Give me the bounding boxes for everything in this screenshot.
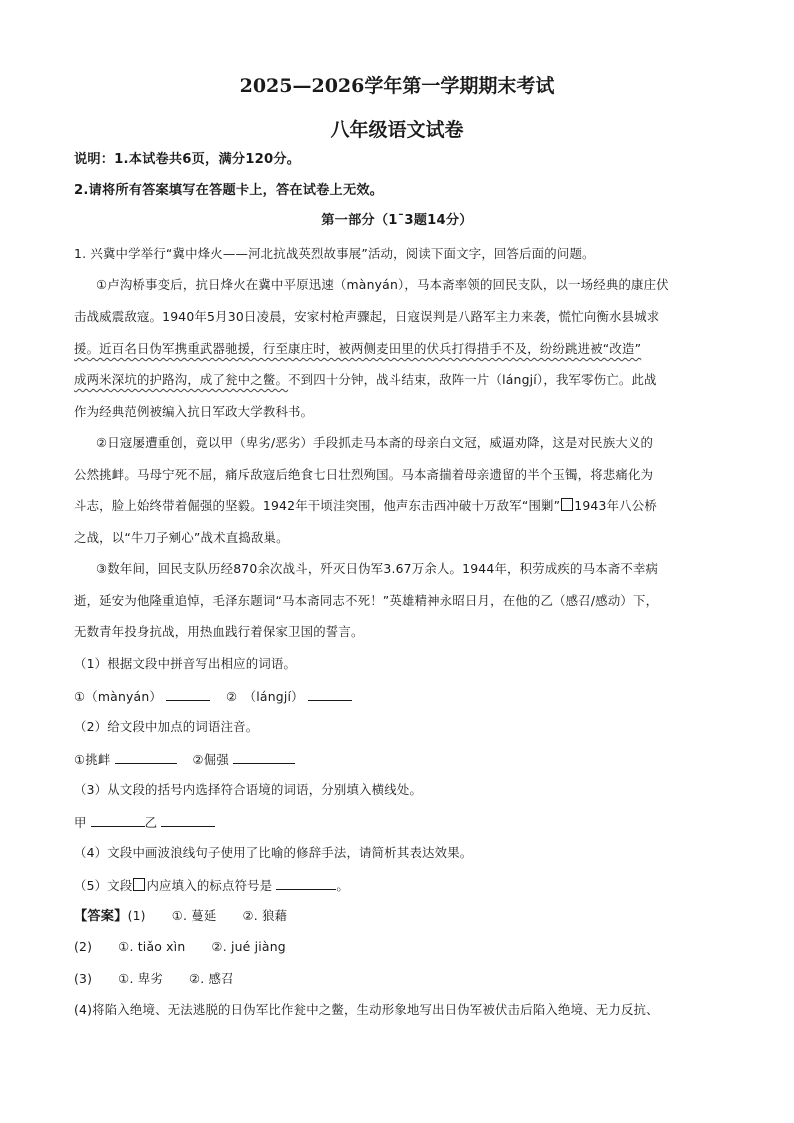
answer-line-4: (4)将陷入绝境、无法逃脱的日伪军比作瓮中之鳖，生动形象地写出日伪军被伏击后陷入绝境、无力反抗、 <box>74 1002 659 1017</box>
answer-blank[interactable] <box>233 750 295 764</box>
paragraph-1-line-5: 作为经典范例被编入抗日军政大学教科书。 <box>74 404 314 419</box>
blank-6-label: 乙 <box>144 815 158 830</box>
answer-blank[interactable] <box>91 813 145 827</box>
sub-question-3-blanks <box>74 813 724 831</box>
sub-question-5-end: 。 <box>336 878 349 893</box>
blank-4-label: ②倔强 <box>192 752 229 767</box>
sub-question-1-blanks <box>74 687 724 705</box>
answer-line-2 <box>74 939 724 955</box>
sub-question-3: （3）从文段的括号内选择符合语境的词语，分别填入横线处。 <box>74 782 423 797</box>
paragraph-2-line-2: 公然挑衅。马母宁死不屈，痛斥敌寇后绝食七日壮烈殉国。马本斋揣着母亲遗留的半个玉镯，将悲痛化为 <box>74 467 654 482</box>
paragraph-2-line-1: ②日寇屡遭重创，竟以甲（卑劣/恶劣）手段抓走马本斋的母亲白文冠，威逼劝降，这是对民族大义的 <box>96 435 654 450</box>
paragraph-2-line-4: 之战，以“牛刀子剜心”战术直捣敌巢。 <box>74 530 289 545</box>
answer-3-1: ①. 卑劣 <box>118 971 163 986</box>
punctuation-box-icon <box>133 878 145 891</box>
paragraph-2-line-3-text: 斗志，脸上始终带着倔强的坚毅。1942年干顷洼突围，他声东击西冲破十万敌军“围剿” <box>74 498 561 513</box>
sub-question-5-before: （5）文段 <box>74 878 133 893</box>
answer-1-number: (1) <box>127 908 146 923</box>
blank-1-label: ①（mànyán） <box>74 689 162 704</box>
paragraph-3-line-3: 无数青年投身抗战，用热血践行着保家卫国的誓言。 <box>74 624 364 639</box>
answer-2-number: (2) <box>74 939 93 954</box>
answer-blank[interactable] <box>308 687 352 701</box>
paragraph-3-line-2: 逝，延安为他隆重追悼，毛泽东题词“马本斋同志不死！”英雄精神永昭日月，在他的乙（感召/感动）下， <box>74 593 659 608</box>
question-1-stem: 1. 兴冀中学举行“冀中烽火——河北抗战英烈故事展”活动，阅读下面文字，回答后面的问题。 <box>74 246 595 261</box>
answer-blank[interactable] <box>115 750 177 764</box>
answer-line-3 <box>74 971 724 987</box>
sub-question-5-after: 内应填入的标点符号是 <box>146 878 273 893</box>
note-1: 说明：1.本试卷共6页，满分120分。 <box>74 152 301 167</box>
paragraph-1-line-3 <box>74 341 724 357</box>
paragraph-3-line-1: ③数年间，回民支队历经870余次战斗，歼灭日伪军3.67万余人。1944年，积劳成疾的马本斋不幸病 <box>96 561 659 576</box>
answer-2-1: ①. tiǎo xìn <box>118 939 186 954</box>
sub-question-2-blanks <box>74 750 724 768</box>
paragraph-1-line-4 <box>74 372 724 388</box>
punctuation-blank-box <box>561 498 573 511</box>
answer-line-1 <box>74 908 724 925</box>
answer-1-2: ②. 狼藉 <box>242 908 288 923</box>
answer-blank[interactable] <box>166 687 210 701</box>
exam-title: 2025—2026学年第一学期期末考试 <box>239 75 555 97</box>
answer-2-2: ②. jué jiàng <box>211 939 286 954</box>
paragraph-1-line-2: 击战威震敌寇。1940年5月30日凌晨，安家村枪声骤起，日寇误判是八路军主力来袭，慌忙向衡水县城求 <box>74 309 660 324</box>
blank-2-label: ② （lángjí） <box>225 689 304 704</box>
wavy-sentence-part-1: 援。近百名日伪军携重武器驰援，行至康庄时，被两侧麦田里的伏兵打得措手不及，纷纷跳进被“改造” <box>74 341 642 356</box>
paragraph-2-line-3 <box>74 498 724 514</box>
note-2: 2.请将所有答案填写在答题卡上，答在试卷上无效。 <box>74 183 384 198</box>
wavy-sentence-part-2: 成两米深坑的护路沟，成了瓮中之鳖。 <box>74 372 289 387</box>
sub-question-2: （2）给文段中加点的词语注音。 <box>74 719 259 734</box>
sub-question-1: （1）根据文段中拼音写出相应的词语。 <box>74 656 297 671</box>
blank-5-label: 甲 <box>74 815 87 830</box>
answer-3-2: ②. 感召 <box>188 971 234 986</box>
answer-label: 【答案】 <box>74 909 128 924</box>
answer-1-1: ①. 蔓延 <box>171 908 217 923</box>
sub-question-4: （4）文段中画波浪线句子使用了比喻的修辞手法，请简析其表达效果。 <box>74 845 473 860</box>
exam-subtitle: 八年级语文试卷 <box>330 119 464 141</box>
answer-3-number: (3) <box>74 971 93 986</box>
blank-3-label: ①挑衅 <box>74 752 111 767</box>
answer-blank[interactable] <box>276 876 336 890</box>
paragraph-1-line-4-rest: 不到四十分钟，战斗结束，敌阵一片（lángjí），我军零伤亡。此战 <box>288 372 657 387</box>
part-heading: 第一部分（1¯3题14分） <box>321 213 473 228</box>
paragraph-2-line-3-after: 1943年八公桥 <box>574 498 657 513</box>
answer-blank[interactable] <box>161 813 215 827</box>
sub-question-5 <box>74 876 724 894</box>
paragraph-1-line-1: ①卢沟桥事变后，抗日烽火在冀中平原迅速（mànyán），马本斋率领的回民支队，以一场经典的康庄伏 <box>96 277 669 292</box>
